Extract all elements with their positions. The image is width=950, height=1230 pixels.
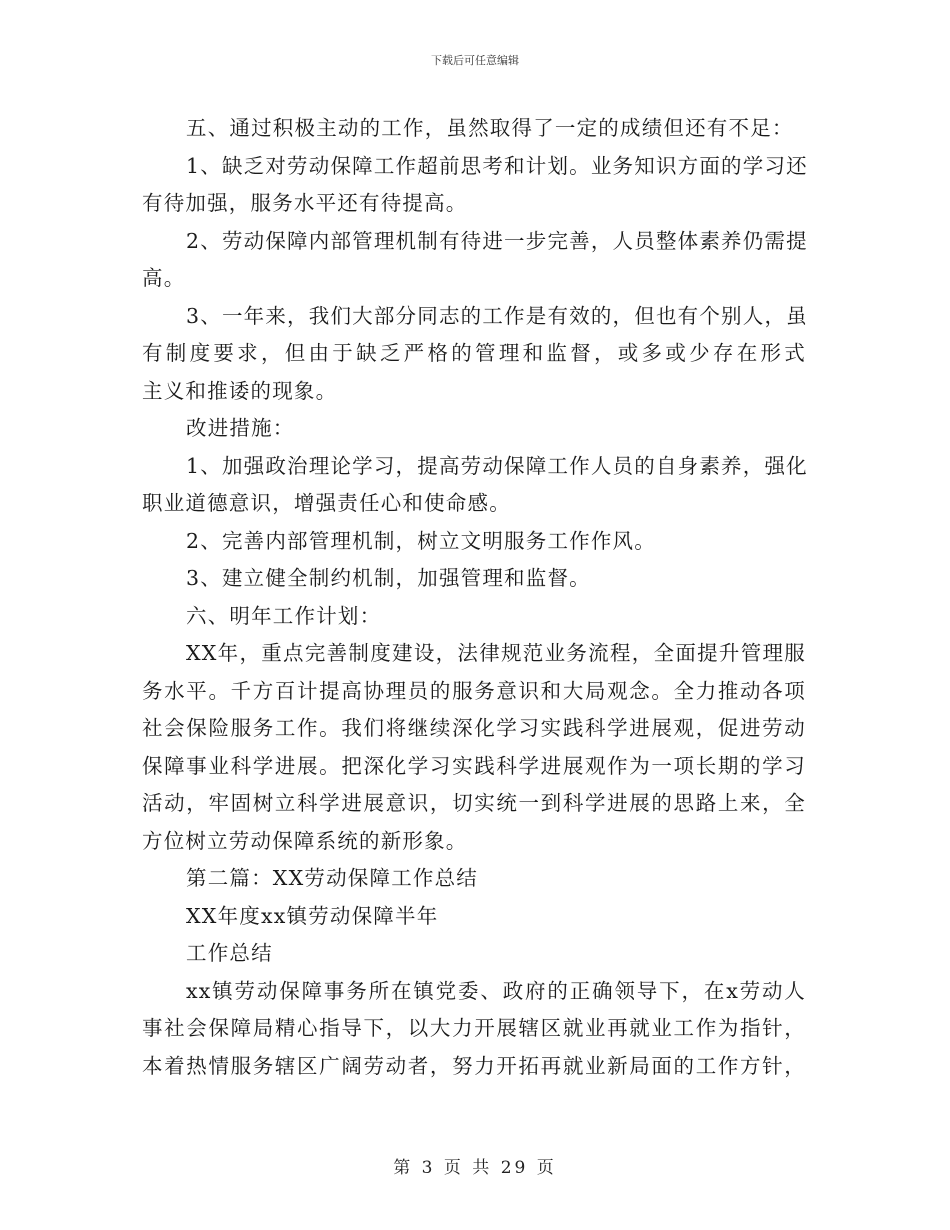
- paragraph-line: 3、建立健全制约机制，加强管理和监督。: [186, 566, 591, 590]
- paragraph-line: 保障事业科学进展。把深化学习实践科学进展观作为一项长期的学习: [142, 753, 806, 778]
- paragraph-line: 方位树立劳动保障系统的新形象。: [142, 828, 468, 853]
- paragraph-line: 高。: [142, 266, 186, 290]
- page-number: 第 3 页 共 29 页: [393, 1158, 557, 1178]
- paragraph-line: 2、完善内部管理机制，树立文明服务工作作风。: [186, 528, 656, 553]
- paragraph-line: 主义和推诿的现象。: [142, 378, 338, 403]
- paragraph-line: 活动，牢固树立科学进展意识，切实统一到科学进展的思路上来，全: [142, 791, 806, 815]
- paragraph-line: 有制度要求，但由于缺乏严格的管理和监督，或多或少存在形式: [142, 341, 806, 365]
- paragraph-line: 社会保险服务工作。我们将继续深化学习实践科学进展观，促进劳动: [142, 716, 806, 740]
- section-heading: 六、明年工作计划：: [186, 603, 382, 628]
- paragraph-line: xx镇劳动保障事务所在镇党委、政府的正确领导下，在x劳动人: [186, 978, 806, 1003]
- paragraph-line: 1、加强政治理论学习，提高劳动保障工作人员的自身素养，强化: [186, 453, 808, 478]
- document-title: 工作总结: [186, 941, 273, 965]
- paragraph-line: 务水平。千方百计提高协理员的服务意识和大局观念。全力推动各项: [142, 678, 806, 703]
- paragraph-line: 五、通过积极主动的工作，虽然取得了一定的成绩但还有不足：: [186, 116, 794, 140]
- paragraph-line: 3、一年来，我们大部分同志的工作是有效的，但也有个别人，虽: [186, 303, 808, 328]
- section-heading: 第二篇：XX劳动保障工作总结: [186, 866, 478, 890]
- paragraph-line: 2、劳动保障内部管理机制有待进一步完善，人员整体素养仍需提: [186, 228, 808, 253]
- document-body: [142, 110, 806, 1085]
- paragraph-line: XX年，重点完善制度建设，法律规范业务流程，全面提升管理服: [186, 641, 806, 665]
- document-title: XX年度xx镇劳动保障半年: [186, 903, 439, 928]
- paragraph-line: 有待加强，服务水平还有待提高。: [142, 191, 468, 215]
- paragraph-line: 职业道德意识，增强责任心和使命感。: [142, 491, 511, 515]
- paragraph-line: 本着热情服务辖区广阔劳动者，努力开拓再就业新局面的工作方针，: [142, 1053, 806, 1078]
- paragraph-line: 事社会保障局精心指导下，以大力开展辖区就业再就业工作为指针，: [142, 1016, 806, 1040]
- section-heading: 改进措施：: [186, 416, 295, 440]
- paragraph-line: 1、缺乏对劳动保障工作超前思考和计划。业务知识方面的学习还: [186, 153, 808, 178]
- header-note: 下载后可任意编辑: [431, 54, 519, 67]
